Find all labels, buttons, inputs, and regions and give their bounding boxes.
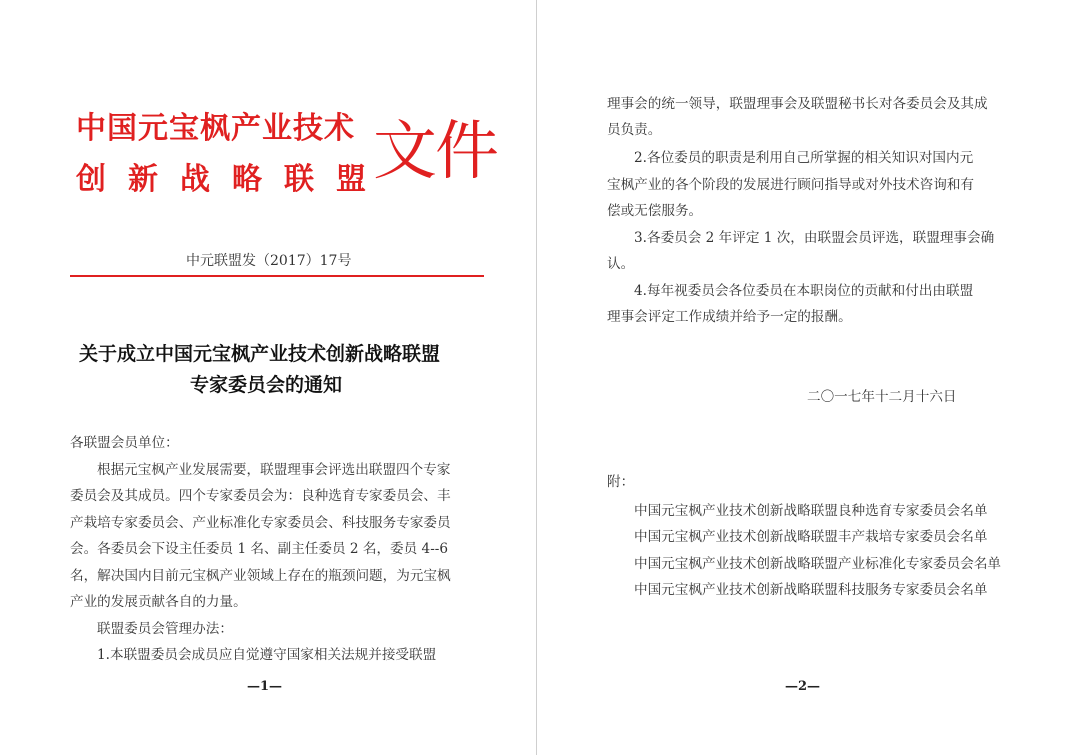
body-line: 偿或无偿服务。	[607, 203, 703, 219]
attachment-item: 中国元宝枫产业技术创新战略联盟产业标准化专家委员会名单	[634, 556, 1002, 572]
body-line: 理事会的统一领导，联盟理事会及联盟秘书长对各委员会及其成	[607, 96, 988, 112]
body-line: 认。	[607, 256, 635, 272]
attachment-item: 中国元宝枫产业技术创新战略联盟丰产栽培专家委员会名单	[634, 529, 988, 545]
body-line: 联盟委员会管理办法：	[97, 621, 233, 637]
body-line: 名，解决国内目前元宝枫产业领域上存在的瓶颈问题，为元宝枫	[70, 568, 451, 584]
body-line: 4.每年视委员会各位委员在本职岗位的贡献和付出由联盟	[634, 283, 974, 299]
salutation: 各联盟会员单位：	[70, 435, 179, 451]
body-line: 3.各委员会 2 年评定 1 次，由联盟会员评选，联盟理事会确	[634, 230, 995, 246]
document-page-1	[0, 0, 536, 755]
notice-title-line-2: 专家委员会的通知	[190, 374, 343, 396]
notice-title-line-1: 关于成立中国元宝枫产业技术创新战略联盟	[79, 343, 441, 365]
body-line: 会。各委员会下设主任委员 1 名、副主任委员 2 名，委员 4--6	[70, 541, 449, 557]
body-line: 员负责。	[607, 122, 662, 138]
body-line: 1.本联盟委员会成员应自觉遵守国家相关法规并接受联盟	[97, 647, 437, 663]
document-page-2	[537, 0, 1076, 755]
body-line: 根据元宝枫产业发展需要，联盟理事会评选出联盟四个专家	[97, 462, 451, 478]
masthead-suffix: 文件	[373, 115, 497, 189]
issue-date: 二〇一七年十二月十六日	[807, 389, 957, 405]
attachment-item: 中国元宝枫产业技术创新战略联盟科技服务专家委员会名单	[634, 582, 988, 598]
red-divider-line	[70, 275, 484, 277]
body-line: 理事会评定工作成绩并给予一定的报酬。	[607, 309, 852, 325]
page-number: —1—	[247, 679, 283, 694]
body-line: 产栽培专家委员会、产业标准化专家委员会、科技服务专家委员	[70, 515, 451, 531]
body-line: 宝枫产业的各个阶段的发展进行顾问指导或对外技术咨询和有	[607, 177, 975, 193]
body-line: 2.各位委员的职责是利用自己所掌握的相关知识对国内元	[634, 150, 974, 166]
masthead-line-1: 中国元宝枫产业技术	[76, 111, 355, 146]
attachment-label: 附：	[607, 474, 635, 490]
page-number: —2—	[785, 679, 821, 694]
body-line: 产业的发展贡献各自的力量。	[70, 594, 247, 610]
document-number: 中元联盟发（2017）17号	[186, 253, 352, 269]
attachment-item: 中国元宝枫产业技术创新战略联盟良种选育专家委员会名单	[634, 503, 988, 519]
body-line: 委员会及其成员。四个专家委员会为：良种选育专家委员会、丰	[70, 488, 451, 504]
masthead-line-2: 创新战略联盟	[76, 162, 388, 197]
